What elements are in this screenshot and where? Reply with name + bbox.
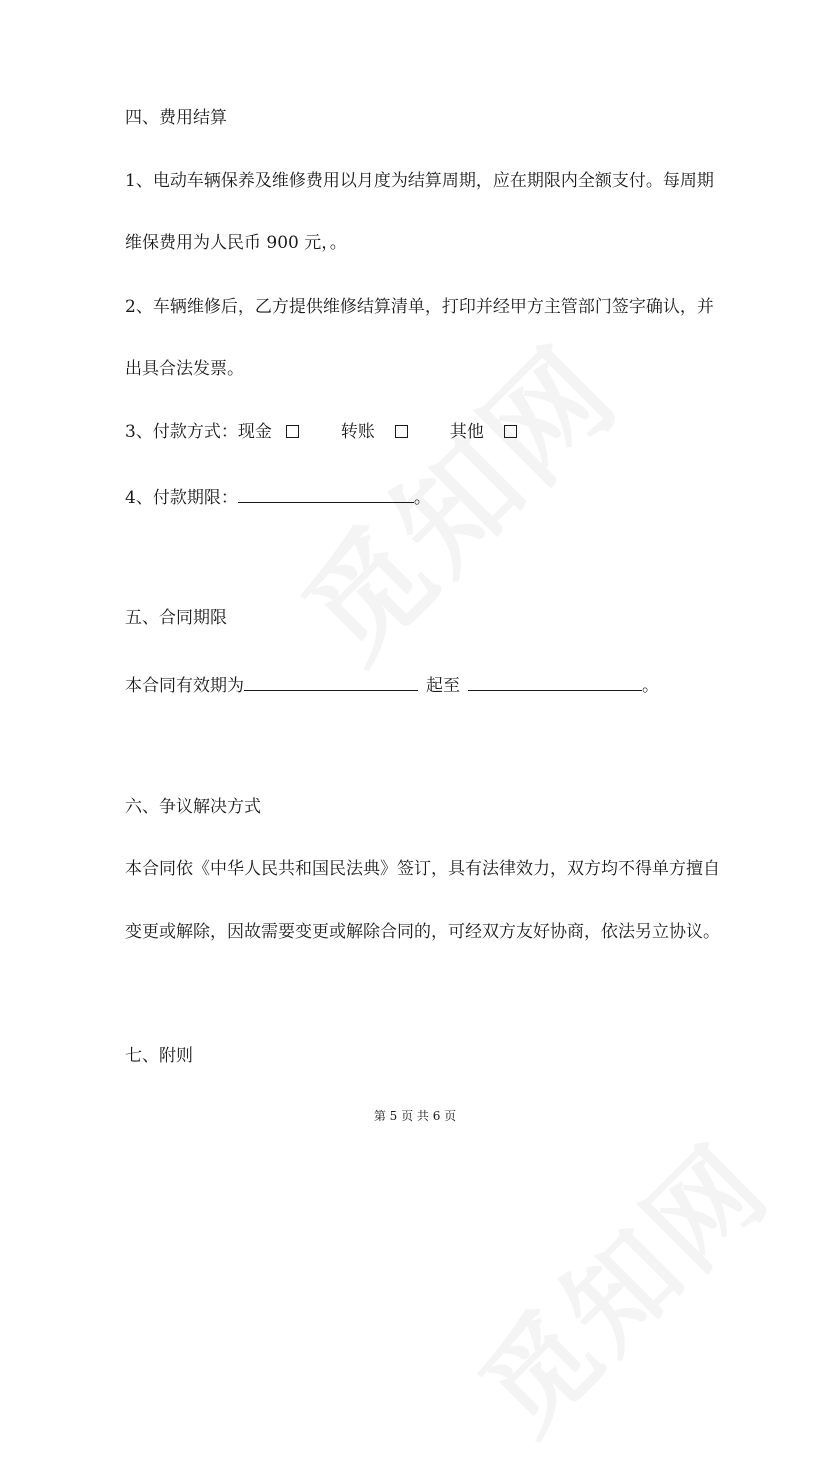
- section-4-item-2-line-2: 出具合法发票。: [125, 359, 244, 379]
- section-6-line-2: 变更或解除，因故需要变更或解除合同的，可经双方友好协商，依法另立协议。: [125, 922, 720, 942]
- section-4-item-2-line-1: 2、车辆维修后，乙方提供维修结算清单，打印并经甲方主管部门签字确认，并: [125, 297, 714, 317]
- watermark-text-lower: [440, 1104, 798, 1462]
- term-end: 。: [642, 676, 659, 696]
- section-4-heading: 四、费用结算: [125, 108, 227, 128]
- payment-option-other[interactable]: [450, 422, 517, 442]
- term-prefix: 本合同有效期为: [125, 676, 244, 696]
- section-4-item-1-line-1: 1、电动车辆保养及维修费用以月度为结算周期，应在期限内全额支付。每周期: [125, 171, 714, 191]
- section-6-line-1: 本合同依《中华人民共和国民法典》签订，具有法律效力，双方均不得单方擅自: [125, 859, 720, 879]
- checkbox-other[interactable]: [504, 425, 517, 438]
- checkbox-transfer[interactable]: [395, 425, 408, 438]
- section-4-item-3: [125, 421, 517, 443]
- section-4-item-4: [125, 484, 431, 509]
- section-4-item-1-line-2: 维保费用为人民币 900 元，。: [125, 233, 347, 253]
- payment-option-label: 转账: [340, 422, 375, 442]
- section-5-term-line: [125, 672, 659, 697]
- payment-option-label: 其他: [449, 422, 484, 442]
- term-end-blank[interactable]: [468, 672, 642, 691]
- term-mid: 起至: [426, 676, 460, 696]
- page-footer: 第 5 页 共 6 页: [373, 1109, 457, 1123]
- payment-deadline-label: 4、付款期限：: [125, 488, 238, 508]
- payment-option-label: 现金: [237, 422, 272, 442]
- payment-option-cash[interactable]: [238, 422, 299, 442]
- watermark: [200, 250, 620, 1150]
- section-5-heading: 五、合同期限: [125, 608, 227, 628]
- payment-option-transfer[interactable]: [341, 422, 408, 442]
- section-6-heading: 六、争议解决方式: [125, 797, 261, 817]
- payment-method-label: 3、付款方式：: [125, 422, 238, 442]
- section-7-heading: 七、附则: [125, 1046, 193, 1066]
- checkbox-cash[interactable]: [286, 425, 299, 438]
- payment-deadline-end: 。: [413, 488, 431, 508]
- payment-deadline-blank[interactable]: [238, 484, 414, 503]
- term-start-blank[interactable]: [244, 672, 418, 691]
